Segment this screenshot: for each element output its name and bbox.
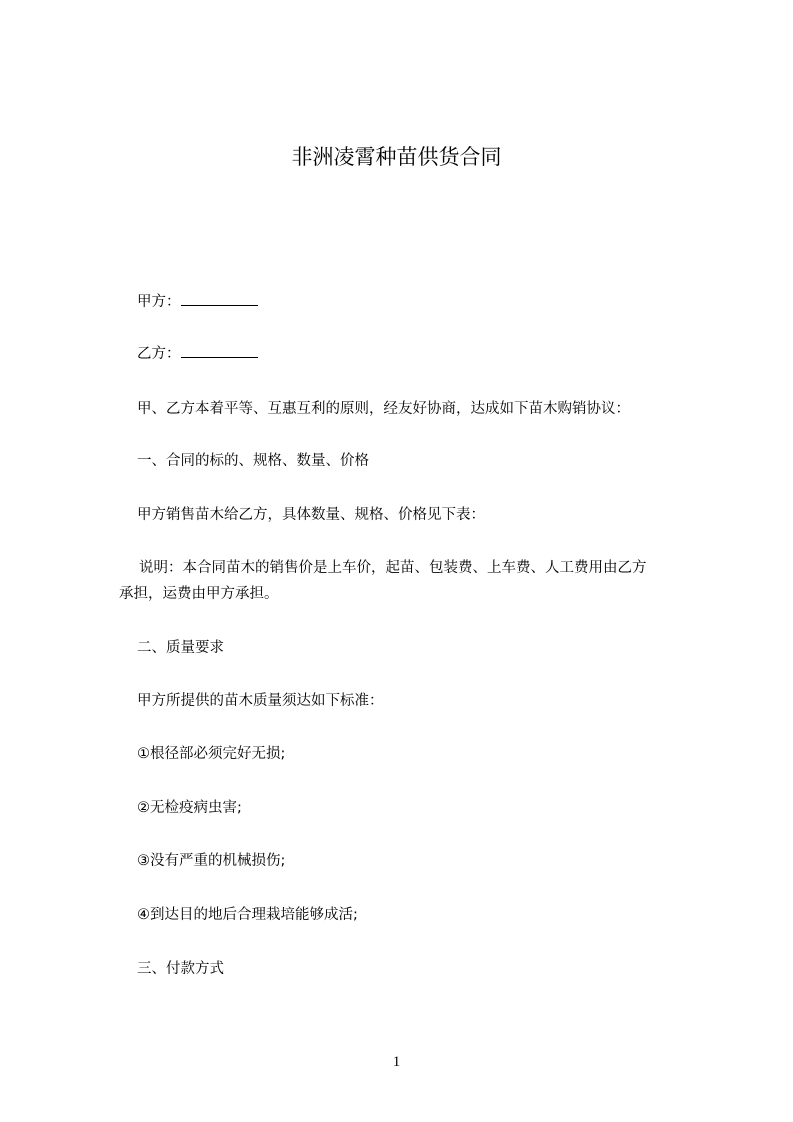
section1-text: 甲方销售苗木给乙方，具体数量、规格、价格见下表：	[137, 507, 485, 523]
quality-item-2: ②无检疫病虫害;	[137, 800, 242, 816]
party-a-blank	[181, 291, 258, 306]
note-line-2: 承担，运费由甲方承担。	[119, 586, 279, 602]
document-title: 非洲凌霄种苗供货合同	[291, 145, 502, 169]
section2-heading: 二、质量要求	[137, 640, 224, 656]
party-b-label: 乙方：	[137, 346, 181, 362]
section2-text: 甲方所提供的苗木质量须达如下标准：	[137, 693, 384, 709]
section1-heading: 一、合同的标的、规格、数量、价格	[137, 453, 369, 469]
quality-item-3: ③没有严重的机械损伤;	[137, 853, 286, 869]
quality-item-1: ①根径部必须完好无损;	[137, 746, 286, 762]
note-line-1: 说明：本合同苗木的销售价是上车价，起苗、包装费、上车费、人工费用由乙方	[139, 560, 647, 576]
party-a-label: 甲方：	[137, 294, 181, 310]
intro-paragraph: 甲、乙方本着平等、互惠互利的原则，经友好协商，达成如下苗木购销协议：	[137, 401, 630, 417]
quality-item-4: ④到达目的地后合理栽培能够成活;	[137, 907, 358, 923]
note-paragraph	[119, 555, 707, 607]
party-b-blank	[181, 343, 258, 358]
section3-heading: 三、付款方式	[137, 961, 224, 977]
page-number: 1	[392, 1054, 401, 1070]
party-a-line	[137, 289, 707, 315]
party-b-line	[137, 341, 707, 367]
